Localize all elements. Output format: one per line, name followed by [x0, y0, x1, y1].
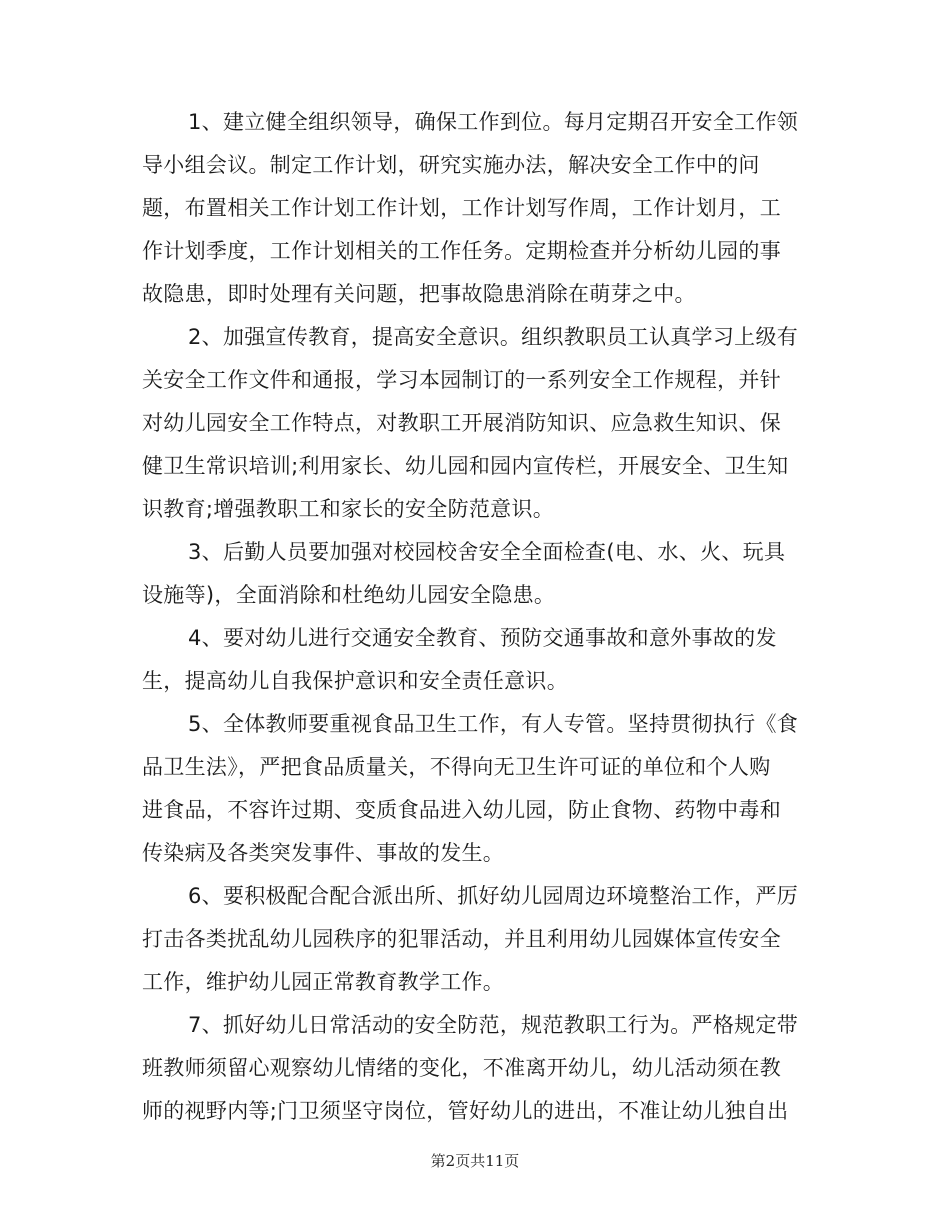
- text-line: 5、全体教师要重视食品卫生工作，有人专管。坚持贯彻执行《食: [188, 712, 799, 736]
- text-line: 7、抓好幼儿日常活动的安全防范，规范教职工行为。严格规定带: [188, 1013, 799, 1037]
- text-line: 作计划季度，工作计划相关的工作任务。定期检查并分析幼儿园的事: [142, 239, 781, 263]
- text-line: 识教育;增强教职工和家长的安全防范意识。: [142, 497, 555, 521]
- text-line: 3、后勤人员要加强对校园校舍安全全面检查(电、水、火、玩具: [188, 540, 786, 564]
- text-line: 对幼儿园安全工作特点，对教职工开展消防知识、应急救生知识、保: [142, 411, 781, 435]
- text-line: 6、要积极配合配合派出所、抓好幼儿园周边环境整治工作，严厉: [188, 884, 799, 908]
- text-line: 品卫生法》，严把食品质量关，不得向无卫生许可证的单位和个人购: [142, 755, 771, 779]
- text-line: 生，提高幼儿自我保护意识和安全责任意识。: [142, 669, 568, 693]
- text-line: 4、要对幼儿进行交通安全教育、预防交通事故和意外事故的发: [188, 626, 777, 650]
- text-line: 故隐患，即时处理有关问题，把事故隐患消除在萌芽之中。: [142, 282, 696, 306]
- text-line: 导小组会议。制定工作计划，研究实施办法，解决安全工作中的问: [142, 153, 760, 177]
- text-line: 2、加强宣传教育，提高安全意识。组织教职员工认真学习上级有: [188, 325, 799, 349]
- text-line: 设施等)，全面消除和杜绝幼儿园安全隐患。: [142, 583, 556, 607]
- text-line: 工作，维护幼儿园正常教育教学工作。: [142, 970, 505, 994]
- text-line: 1、建立健全组织领导，确保工作到位。每月定期召开安全工作领: [188, 110, 799, 134]
- text-line: 传染病及各类突发事件、事故的发生。: [142, 841, 505, 865]
- text-line: 打击各类扰乱幼儿园秩序的犯罪活动，并且利用幼儿园媒体宣传安全: [142, 927, 781, 951]
- text-line: 题，布置相关工作计划工作计划，工作计划写作周，工作计划月，工: [142, 196, 781, 220]
- text-line: 健卫生常识培训;利用家长、幼儿园和园内宣传栏，开展安全、卫生知: [142, 454, 789, 478]
- page-number-footer: 第2页共11页: [430, 1152, 520, 1170]
- text-line: 师的视野内等;门卫须坚守岗位，管好幼儿的进出，不准让幼儿独自出: [142, 1099, 789, 1123]
- text-line: 班教师须留心观察幼儿情绪的变化，不准离开幼儿，幼儿活动须在教: [142, 1056, 781, 1080]
- text-line: 关安全工作文件和通报，学习本园制订的一系列安全工作规程，并针: [142, 368, 781, 392]
- text-line: 进食品，不容许过期、变质食品进入幼儿园，防止食物、药物中毒和: [142, 798, 781, 822]
